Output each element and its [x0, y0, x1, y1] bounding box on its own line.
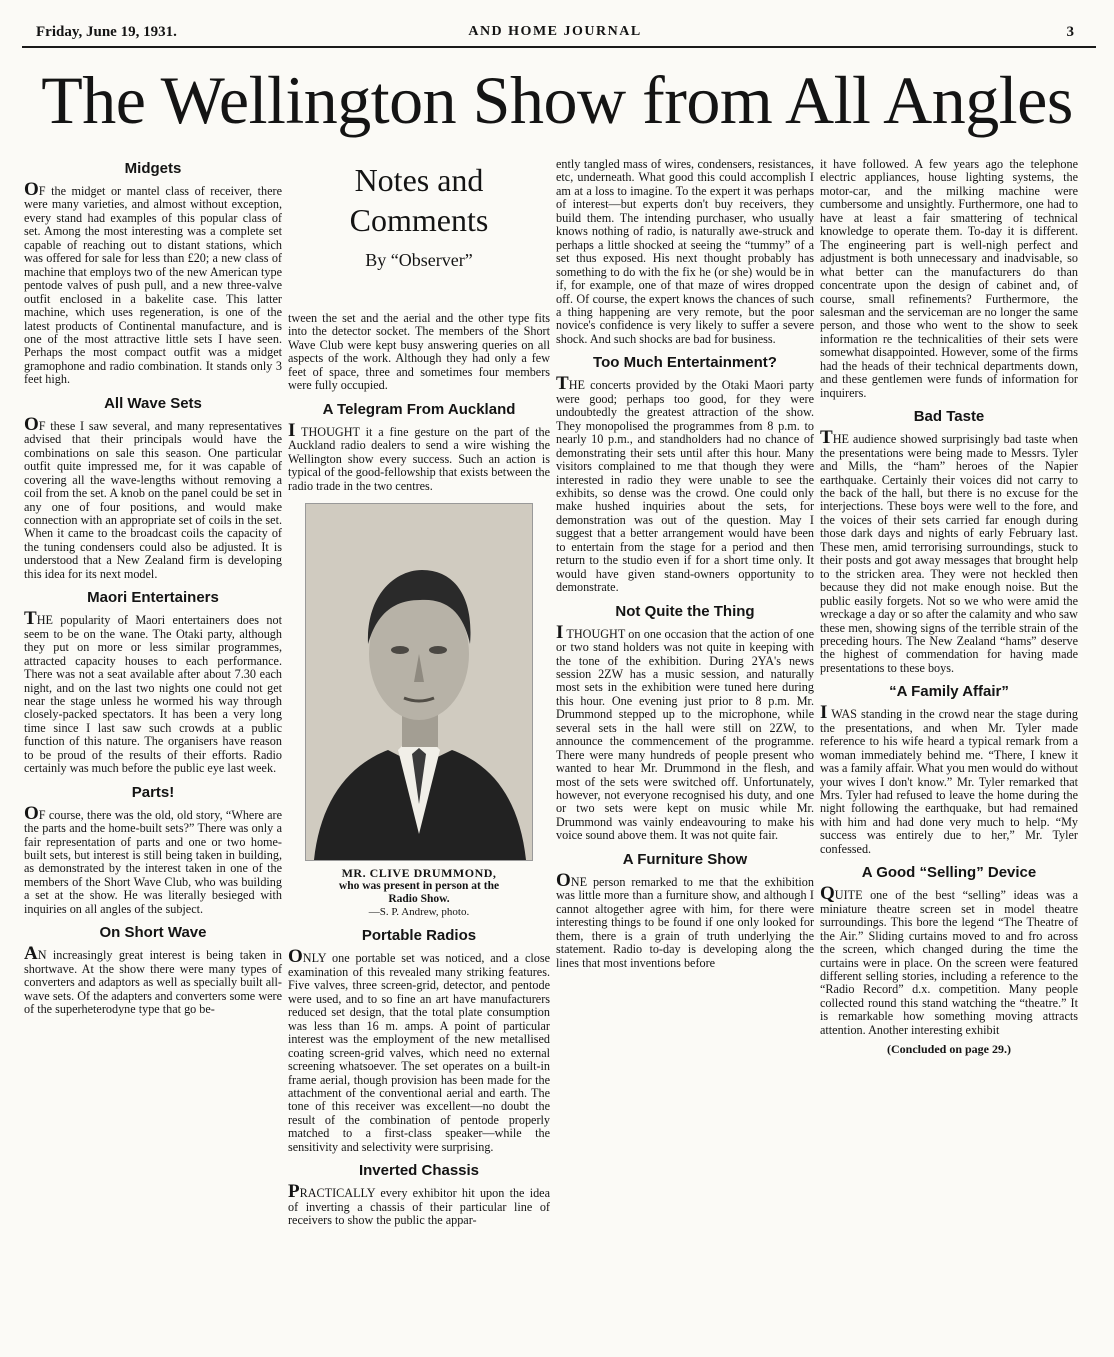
article-body: HE concerts provided by the Otaki Maori party were good; perhaps too good, for they were undoubtedly the greatest attraction of the show. They monopolised the programmes from 8 p.m. to nearly 10 p.m., and standholders had no chance of demonstrating their sets until after this hour. Many visitors complained to me that though they were interested in radio they were unable to see the exhibits, so dense was the crowd. One could only make hushed inquiries about the sets, for demonstration was out of the question. May I suggest that a better arrangement would have been to entertain from the stage for a period and then return to the studio even if for a short time only. It would have given stand-owners opportunity to demonstrate.	[556, 378, 814, 595]
article-continuation: ently tangled mass of wires, condensers, resistances, etc, underneath. What good this could accomplish I am at a loss to imagine. To the expert it was perhaps of interest—but experts don't buy receivers, they build them. The intending purchaser, who usually knows nothing of radio, is naturally awe-struck and perhaps a little shocked at seeing the “tummy” of a set thus exposed. His next thought probably has something to do with the fix he (or she) would be in if, for example, one of that maze of wires dropped off. Of course, the expert knows the chances of such a thing happening are very remote, but the poor novice's confidence is very likely to suffer a severe shock. And such shocks are bad for business.	[556, 157, 814, 346]
dropcap: T	[556, 373, 569, 395]
continuation-note: (Concluded on page 29.)	[886, 1042, 1011, 1057]
article-body: F the midget or mantel class of receiver, there were many varieties, and almost without exception, every stand had examples of this popular class of set. Among the most interesting was a complete set capable of reaching out to distant stations, which was offered for sale for less than £20; a new class of machine that employs two of the new American type pentode valves of push pull, and a new three-valve outfit enclosed in a bakelite case. This latter machine, which uses regeneration, is one of the latest products of Continental manufacture, and is one of the most attractive little sets I have seen. Perhaps the most compact outfit was a midget gramophone and radio combination. It stands only 3 feet high.	[24, 184, 282, 387]
heading-bad-taste: Bad Taste	[913, 408, 985, 426]
heading-all-wave-sets: All Wave Sets	[104, 394, 202, 412]
article-too-much-entertainment	[556, 373, 814, 595]
article-body: HE audience showed surprisingly bad taste when the presentations were being made to Messrs. Tyler and Mills, the “ham” heroes of the Napier earthquake. Certainly their voices did not carry to the back of the hall, but there is no excuse for the interjections. These boys were well to the fore, and the voices of their sets carried far enough during those dark days and nights of early February last. These men, amid terrorising surroundings, stuck to their posts and got away messages that brought help to the stricken area. They were not heckled then because they did not make enough noise. But the public easily forgets. Not so we who were amid the wreckage a day or so after the calamity and who saw these men, showing signs of the terrible strain of the preceding hours. The New Zealand “hams” deserve the highest of commendation for having made presentations to these boys.	[820, 432, 1078, 675]
masthead: AND HOME JOURNAL	[468, 24, 642, 39]
caption-name: MR. CLIVE DRUMMOND,	[341, 865, 497, 880]
page-number: 3	[1066, 24, 1074, 40]
heading-portable-radios: Portable Radios	[361, 927, 477, 945]
heading-not-quite-the-thing: Not Quite the Thing	[615, 602, 755, 620]
article-family-affair	[820, 702, 1078, 856]
article-inverted-chassis	[288, 1181, 550, 1228]
caption-line-1: who was present in person at the	[338, 880, 500, 893]
issue-date: Friday, June 19, 1931.	[36, 24, 177, 40]
caption-line-2: Radio Show.	[388, 893, 450, 906]
article-midgets	[24, 179, 282, 387]
article-body: RACTICALLY every exhibitor hit upon the idea of inverting a chassis of their particular line of receivers to show the public the appar-	[288, 1186, 550, 1228]
dropcap: T	[24, 608, 37, 630]
article-body: THOUGHT on one occasion that the action of one or two stand holders was not quite in keeping with the tone of the exhibition. During 2YA's news session 2ZW has a music session, and naturally most sets in the exhibition were tuned here during this hour. One evening just prior to 8 p.m. Mr. Drummond stepped up to the microphone, while several sets in the hall were still on 2ZW, to announce the commencement of the programme. There were many hundreds of people present who wanted to hear Mr. Drummond in the flesh, and most of the sets were switched off. Unfortunately, however, not everyone recognised his duty, and one or two sets were kept on music while Mr. Drummond was vainly endeavouring to make his voice sound above them. It was not quite fair.	[556, 626, 814, 843]
dropcap: I	[820, 702, 828, 724]
article-not-quite-the-thing	[556, 621, 814, 843]
dropcap: I	[288, 419, 296, 441]
article-portable-radios	[288, 946, 550, 1154]
article-body: F these I saw several, and many representatives advised that their principals would have the combinations on sale this season. One particular outfit quite impressed me, for it was capable of covering all the wave-lengths without removing a coil from the set. A knob on the panel could be set in any one of four positions, and would make connection with an appropriate set of coils in the set. When it came to the broadcast coils the capacity of the tuning condensers could also be adjusted. It is understood that a New Zealand firm is developing this idea for its next model.	[24, 418, 282, 581]
heading-family-affair: “A Family Affair”	[889, 683, 1009, 701]
article-body: HE popularity of Maori entertainers does not seem to be on the wane. The Otaki party, although they put on more or less similar programmes, attracted capacity houses to each performance. There was not a seat available after about 7.30 each night, and on the last two nights one could not get near the stage unless he wormed his way through closely-packed spectators. It has been a very long time since I last saw such crowds at a public function of this nature. The organisers have reason to be proud of the results of their efforts. Radio certainly was much before the public eye last week.	[24, 613, 282, 776]
article-continuation: it have followed. A few years ago the telephone electric appliances, house lighting systems, the motor-car, and the milking machine were cumbersome and unsightly. Furthermore, one had to have at least a fair smattering of technical knowledge to operate them. To-day it is different. The engineering part is well-nigh perfect and adjustment is both unnecessary and inadvisable, so what better can the manufacturers do than concentrate upon the design of cabinet and, of course, small refinements? Furthermore, the salesman and the serviceman are no longer the same person, and those who went to the show to seek information re the technicalities of their sets were somewhat disappointed. However, some of the firms had the heads of their technical departments down, and these gentlemen were funds of information for inquirers.	[820, 157, 1078, 400]
column-2	[288, 158, 550, 1328]
article-body: NE person remarked to me that the exhibition was little more than a furniture show, and although I cannot altogether agree with him, for there were interesting things to be found if one only looked for them, there is a grain of truth underlying the statement. Radio to-day is developing along the lines that most inventions before	[556, 874, 814, 970]
article-body: F course, there was the old, old story, “Where are the parts and the home-built sets?” There was only a fair representation of parts and one or two home-built sets, but interest is still being taken in building, as demonstrated by the interest taken in one of the members of the Short Wave Club, who was building a set at the show. He was literally besieged with inquiries on all angles of the subject.	[24, 807, 282, 916]
header-rule	[22, 46, 1096, 48]
portrait-photo	[305, 503, 533, 861]
heading-telegram: A Telegram From Auckland	[322, 400, 516, 418]
article-body: NLY one portable set was noticed, and a close examination of this revealed many striking features. Five valves, three screen-grid, detector, and pentode were used, and to so fine an art have manufacturers reduced set design, that the total plate consumption was less than 16 m. amps. A point of particular interest was the employment of the new metallised coating screen-grid valves, which need no external screening whatsoever. The set operates on a built-in frame aerial, though provision has been made for the attachment of the conventional aerial and earth. The tone of this receiver was excellent—no doubt the result of the combination of pentode properly matched to a first-class speaker—while the sensitivity and selectivity were surprising.	[288, 951, 550, 1154]
column-4	[820, 158, 1078, 1328]
heading-on-short-wave: On Short Wave	[99, 924, 207, 942]
dropcap: A	[24, 943, 38, 965]
article-selling-device	[820, 883, 1078, 1037]
heading-parts: Parts!	[131, 783, 175, 801]
article-body: THOUGHT it a fine gesture on the part of the Auckland radio dealers to send a wire wishing the Wellington show every success. Such an action is typical of the good-fellowship that exists between the radio trade in the two centres.	[288, 424, 550, 493]
article-all-wave-sets	[24, 413, 282, 581]
byline: By “Observer”	[365, 250, 473, 270]
dropcap: O	[24, 413, 39, 435]
article-on-short-wave	[24, 943, 282, 1017]
column-3	[556, 158, 814, 1328]
article-maori-entertainers	[24, 608, 282, 776]
heading-inverted-chassis: Inverted Chassis	[358, 1162, 480, 1180]
dropcap: P	[288, 1181, 300, 1203]
dropcap: O	[24, 802, 39, 824]
article-telegram	[288, 419, 550, 493]
heading-maori-entertainers: Maori Entertainers	[87, 589, 219, 607]
section-title: Notes and Comments	[349, 162, 489, 238]
article-body: N increasingly great interest is being taken in shortwave. At the show there were many types of converters and adaptors as well as specially built all-wave sets. Of the adapters and converters some were of the superheterodyne type that go be-	[24, 948, 282, 1017]
column-1	[24, 158, 282, 1328]
dropcap: O	[24, 179, 39, 200]
article-body: UITE one of the best “selling” ideas was a miniature theatre screen set in model theatre surroundings. This bore the legend “The Theatre of the Air.” Sliding curtains moved to and fro across the screen, which changed during the time the curtains were in place. On the screen were featured different selling stories, including a reference to the “Radio Record” d.x. competition. Many people collected round this stand watching the “theatre.” It is remarkable how something moving attracts attention. Another interesting exhibit	[820, 888, 1078, 1037]
page-headline: The Wellington Show from All Angles	[41, 62, 1073, 138]
heading-selling-device: A Good “Selling” Device	[861, 864, 1037, 882]
page-header	[36, 24, 1074, 46]
heading-furniture-show: A Furniture Show	[622, 850, 748, 868]
article-furniture-show	[556, 869, 814, 970]
dropcap: I	[556, 621, 564, 643]
article-body: WAS standing in the crowd near the stage during the presentations, and when Mr. Tyler made reference to his wife heard a typical remark from a woman immediately behind me. “There, I knew it was a family affair. What you men would do without your wives I don't know.” Mr. Tyler remarked that Mrs. Tyler had refused to leave the home during the night following the earthquake, but had remained with him and had done very much to help. “My success was entirely due to her,” Mr. Tyler confessed.	[820, 707, 1078, 856]
article-parts	[24, 802, 282, 917]
dropcap: O	[556, 869, 571, 891]
dropcap: T	[820, 427, 833, 449]
article-continuation: tween the set and the aerial and the other type fits into the detector socket. The members of the Short Wave Club were kept busy answering queries on all aspects of the work. Although they had only a few feet of space, three and sometimes four members were fully occupied.	[288, 311, 550, 393]
dropcap: Q	[820, 883, 835, 905]
dropcap: O	[288, 946, 303, 968]
heading-too-much-entertainment: Too Much Entertainment?	[593, 354, 777, 372]
photo-credit: —S. P. Andrew, photo.	[368, 906, 470, 919]
article-bad-taste	[820, 427, 1078, 675]
heading-midgets: Midgets	[124, 160, 182, 177]
